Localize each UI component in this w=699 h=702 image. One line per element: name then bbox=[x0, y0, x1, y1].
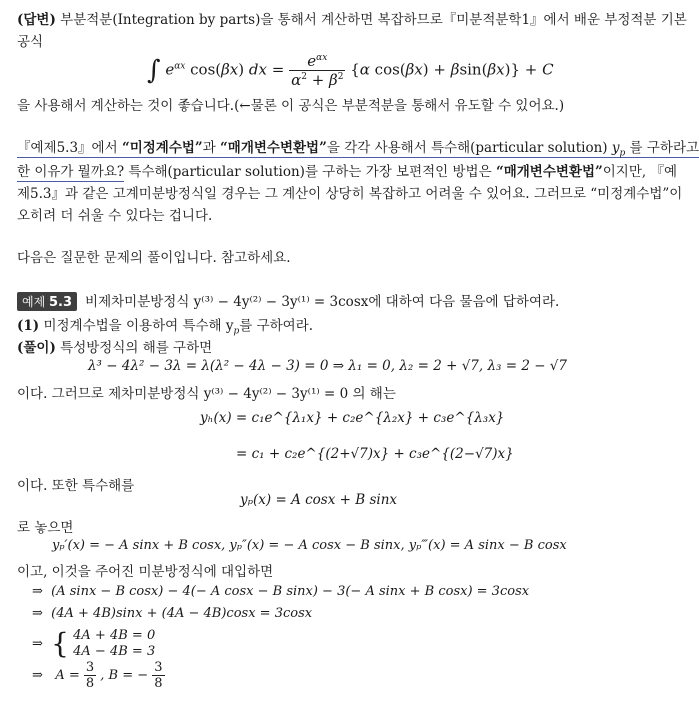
system-lines bbox=[73, 628, 155, 660]
solution-text: 특성방정식의 해를 구하면 bbox=[55, 340, 213, 356]
derivatives-line bbox=[52, 538, 567, 553]
para2-underlined-1 bbox=[17, 140, 699, 158]
para2-line-4 bbox=[17, 204, 212, 224]
result-a-fraction bbox=[84, 660, 96, 691]
para2-l3: 제5.3』과 같은 고계미분방정식일 경우는 그 계산이 상당히 복잡하고 어려울 수 있어요. 그러므로 “미정계수법”이 bbox=[17, 186, 683, 202]
left-brace: { bbox=[51, 627, 69, 660]
result-a-label: A = bbox=[55, 668, 84, 683]
q1-num: (1) bbox=[17, 318, 40, 334]
para2-l1a: 『예제5.3』에서 bbox=[17, 140, 122, 156]
para2-l1h: 를 구하라고 bbox=[625, 140, 699, 156]
arrow-icon: ⇒ bbox=[32, 606, 43, 621]
let-text: 로 놓으면 bbox=[17, 520, 74, 536]
badge-num: 5.3 bbox=[49, 295, 73, 310]
question-1 bbox=[17, 314, 313, 337]
s2-text: (4A + 4B)sinx + (4A − 4B)cosx = 3cosx bbox=[51, 606, 313, 621]
answer-line-1 bbox=[17, 8, 687, 28]
substitution-step-2 bbox=[32, 606, 312, 621]
para2-l2a: 한 이유가 뭘까요? bbox=[17, 164, 125, 180]
badge-word: 예제 bbox=[22, 295, 46, 309]
para2-l2d: 이지만, 『예 bbox=[602, 164, 678, 180]
para2-line-2 bbox=[17, 160, 677, 180]
result-a-num: 3 bbox=[85, 660, 95, 675]
homogeneous-intro bbox=[17, 382, 396, 402]
result-b-den: 8 bbox=[154, 676, 163, 691]
integral-sign: ∫ bbox=[147, 55, 161, 86]
para2-line-3 bbox=[17, 182, 682, 202]
para2-l1g: p bbox=[619, 148, 626, 159]
result-b-num: 3 bbox=[154, 660, 163, 675]
result-b-label: , B = − bbox=[100, 668, 149, 683]
para2-l1b: “미정계수법” bbox=[121, 140, 203, 156]
solution-label: (풀이) bbox=[17, 340, 56, 356]
yh-line-2 bbox=[236, 446, 514, 462]
para2-l2b: 특수해(particular solution)를 구하는 가장 보편적인 방법은 bbox=[124, 164, 496, 180]
answer-label: (답변) bbox=[17, 12, 56, 28]
yh2-text: = c₁ + c₂e^{(2+√7)x} + c₃e^{(2−√7)x} bbox=[236, 446, 514, 462]
substitution-step-1 bbox=[32, 584, 529, 599]
homog-intro-text: 이다. 그러므로 제차미분방정식 y⁽³⁾ − 4y⁽²⁾ − 3y⁽¹⁾ = 0 의 해는 bbox=[17, 386, 396, 402]
q1-text: 미정계수법을 이용하여 특수해 y bbox=[39, 318, 234, 334]
yh-line-1 bbox=[200, 410, 504, 426]
arrow-icon: ⇒ bbox=[32, 636, 43, 652]
para2-l1f: y bbox=[611, 140, 620, 156]
yp-text: yₚ(x) = A cosx + B sinx bbox=[240, 492, 397, 508]
characteristic-equation bbox=[88, 358, 567, 374]
char-eq-text: λ³ − 4λ² − 3λ = λ(λ² − 4λ − 3) = 0 ⇒ λ₁ = 0, λ₂ = 2 + √7, λ₃ = 2 − √7 bbox=[88, 358, 567, 374]
answer-text-3: 을 사용해서 계산하는 것이 좋습니다.(←물론 이 공식은 부분적분을 통해서 유도할 수 있어요.) bbox=[17, 98, 565, 114]
result-b-fraction bbox=[152, 660, 164, 691]
subst-text: 이고, 이것을 주어진 미분방정식에 대입하면 bbox=[17, 564, 274, 580]
result-a-den: 8 bbox=[85, 676, 95, 691]
yh1-text: yₕ(x) = c₁e^{λ₁x} + c₂e^{λ₂x} + c₃e^{λ₃x} bbox=[200, 410, 505, 426]
sys1-text: 4A + 4B = 0 bbox=[73, 628, 156, 643]
arrow-icon: ⇒ bbox=[32, 584, 43, 599]
integral-formula: ∫ $e^{\alpha x}$ cos(βx) dx = $\frac{e^{\alpha x}}{\alpha^2 + \beta^2}$ {α cos(βx) + βsin(βx)} + C bbox=[147, 52, 554, 89]
para2-l1d: “매개변수변환법” bbox=[220, 140, 327, 156]
solution-intro bbox=[17, 336, 212, 356]
answer-line-2 bbox=[17, 30, 43, 50]
yp-definition bbox=[240, 492, 397, 508]
intro-text: 다음은 질문한 문제의 풀이입니다. 참고하세요. bbox=[17, 250, 291, 266]
answer-text-2: 공식 bbox=[17, 34, 44, 50]
example-header bbox=[17, 290, 559, 311]
s1-text: (A sinx − B cosx) − 4(− A cosx − B sinx) − 3(− A sinx + B cosx) = 3cosx bbox=[51, 584, 530, 599]
part-intro-text: 이다. 또한 특수해를 bbox=[17, 478, 135, 494]
example-badge bbox=[17, 292, 77, 311]
substitute-intro bbox=[17, 560, 273, 580]
particular-intro bbox=[17, 474, 134, 494]
q1-end: 를 구하여라. bbox=[239, 318, 314, 334]
para2-l1c: 과 bbox=[202, 140, 221, 156]
let-line bbox=[17, 516, 73, 536]
para2-line-1 bbox=[17, 136, 699, 159]
derivs-text: yₚ′(x) = − A sinx + B cosx, yₚ″(x) = − A cosx − B sinx, yₚ‴(x) = A sinx − B cosx bbox=[52, 538, 567, 553]
answer-text-1: 부분적분(Integration by parts)을 통해서 계산하면 복잡하므로『미분적분학1』에서 배운 부정적분 기본 bbox=[55, 12, 687, 28]
result-line bbox=[32, 660, 165, 691]
example-statement: 비제차미분방정식 y⁽³⁾ − 4y⁽²⁾ − 3y⁽¹⁾ = 3cosx에 대하여 다음 물음에 답하여라. bbox=[85, 294, 560, 310]
q1-sub: p bbox=[233, 326, 240, 337]
integral-fraction: $\frac{e^{\alpha x}}{\alpha^2 + \beta^2}$ bbox=[291, 52, 344, 89]
para2-l1e: 을 각각 사용해서 특수해(particular solution) bbox=[326, 140, 612, 156]
arrow-icon: ⇒ bbox=[32, 668, 43, 683]
intro-line bbox=[17, 246, 291, 266]
para2-l2c: “매개변수변환법” bbox=[495, 164, 603, 180]
sys2-text: 4A − 4B = 3 bbox=[73, 644, 156, 659]
system-of-equations bbox=[32, 628, 155, 660]
answer-line-3 bbox=[17, 94, 564, 114]
para2-l4: 오히려 더 쉬울 수 있다는 겁니다. bbox=[17, 208, 213, 224]
